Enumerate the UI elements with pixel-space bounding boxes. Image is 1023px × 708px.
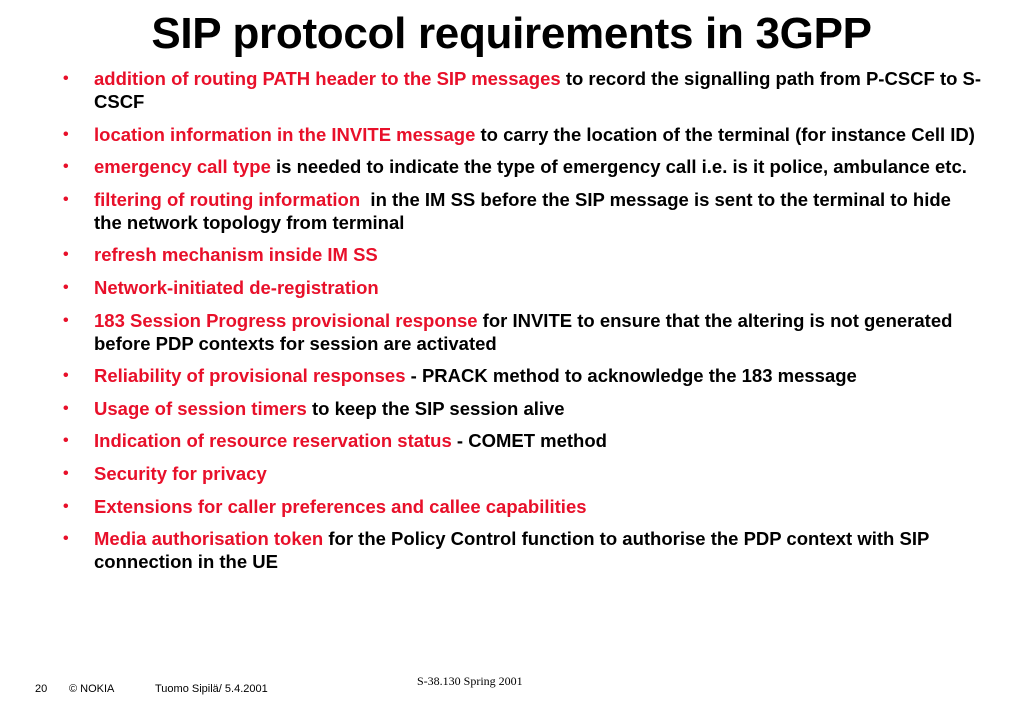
bullet-text: is needed to indicate the type of emergency call i.e. is it police, ambulance etc. <box>270 156 967 178</box>
bullet-highlight: emergency call type <box>94 156 271 178</box>
bullet-item <box>63 495 983 518</box>
bullet-text: to carry the location of the terminal (for instance Cell ID) <box>475 123 975 145</box>
bullet-dot-icon: • <box>63 497 69 515</box>
bullet-item <box>63 155 983 178</box>
bullet-item <box>63 462 983 485</box>
bullet-highlight: location information in the INVITE message <box>94 123 476 145</box>
bullet-item <box>63 364 983 387</box>
bullet-item <box>63 243 983 266</box>
bullet-dot-icon: • <box>63 125 69 143</box>
bullet-dot-icon: • <box>63 399 69 417</box>
bullet-highlight: Reliability of provisional responses <box>94 365 406 387</box>
bullet-text: to keep the SIP session alive <box>306 397 565 419</box>
bullet-highlight: Extensions for caller preferences and callee capabilities <box>94 495 587 517</box>
bullet-list <box>63 67 983 583</box>
course-label: S-38.130 Spring 2001 <box>417 674 523 688</box>
bullet-item <box>63 527 983 573</box>
bullet-item <box>63 397 983 420</box>
bullet-highlight: Media authorisation token <box>94 528 324 550</box>
bullet-item <box>63 67 983 113</box>
bullet-dot-icon: • <box>63 278 69 296</box>
bullet-highlight: 183 Session Progress provisional response <box>94 309 478 331</box>
bullet-text: for INVITE to ensure that the altering is not generated before PDP contexts for session are activated <box>94 309 953 354</box>
bullet-dot-icon: • <box>63 190 69 208</box>
bullet-item <box>63 123 983 146</box>
bullet-dot-icon: • <box>63 464 69 482</box>
bullet-dot-icon: • <box>63 367 69 385</box>
bullet-dot-icon: • <box>63 70 69 87</box>
bullet-dot-icon: • <box>63 246 69 264</box>
bullet-text: for the Policy Control function to authorise the PDP context with SIP connection in the UE <box>94 528 929 573</box>
bullet-item <box>63 309 983 355</box>
bullet-text: to record the signalling path from P-CSCF to S-CSCF <box>94 68 982 112</box>
bullet-dot-icon: • <box>63 432 69 450</box>
author-date: Tuomo Sipilä/ 5.4.2001 <box>155 683 268 695</box>
bullet-dot-icon: • <box>63 311 69 329</box>
page-number: 20 <box>35 683 48 695</box>
slide-title: SIP protocol requirements in 3GPP <box>151 9 872 58</box>
bullet-text: in the IM SS before the SIP message is sent to the terminal to hide the network topology from terminal <box>94 188 957 233</box>
bullet-highlight: Indication of resource reservation status <box>94 430 452 452</box>
bullet-highlight: refresh mechanism inside IM SS <box>94 244 378 266</box>
bullet-highlight: filtering of routing information <box>94 188 361 210</box>
bullet-highlight: addition of routing PATH header to the SIP messages <box>94 68 561 89</box>
bullet-text: - COMET method <box>451 430 607 452</box>
bullet-dot-icon: • <box>63 530 69 548</box>
bullet-highlight: Usage of session timers <box>94 397 307 419</box>
bullet-highlight: Security for privacy <box>94 462 267 484</box>
bullet-text: - PRACK method to acknowledge the 183 message <box>405 365 857 387</box>
bullet-dot-icon: • <box>63 158 69 176</box>
bullet-item <box>63 188 983 234</box>
bullet-highlight: Network-initiated de-registration <box>94 276 379 298</box>
copyright: © NOKIA <box>69 683 115 695</box>
footer-meta <box>35 683 268 695</box>
bullet-item <box>63 429 983 452</box>
bullet-item <box>63 276 983 299</box>
